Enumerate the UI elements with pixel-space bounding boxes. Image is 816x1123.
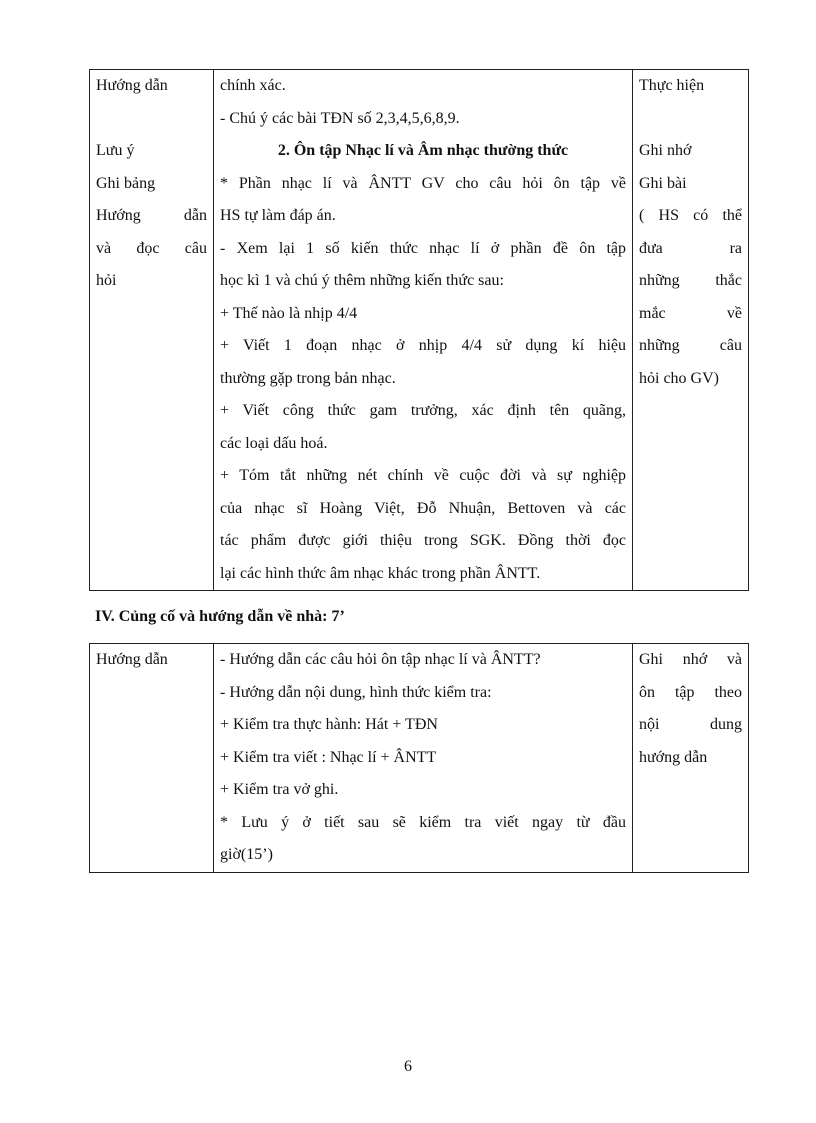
lesson-table-consolidation xyxy=(89,643,749,873)
cell-line: tác phẩm được giới thiệu trong SGK. Đồng thời đọc xyxy=(220,532,626,549)
cell-line: của nhạc sĩ Hoàng Việt, Đỗ Nhuận, Bettoven và các xyxy=(220,499,626,517)
cell-line: nội dung xyxy=(639,716,742,733)
content-cell xyxy=(214,70,633,591)
cell-line: + Viết công thức gam trưởng, xác định tên quãng, xyxy=(220,402,626,419)
cell-line: hướng dẫn xyxy=(639,748,708,766)
teacher-activity-cell xyxy=(90,644,214,873)
cell-line: lại các hình thức âm nhạc khác trong phần ÂNTT. xyxy=(220,564,541,582)
cell-line: hỏi xyxy=(96,272,117,289)
cell-line: Ghi bảng xyxy=(96,174,156,192)
cell-line: những câu xyxy=(639,337,742,354)
subsection-heading: 2. Ôn tập Nhạc lí và Âm nhạc thường thức xyxy=(277,142,569,159)
cell-line: ôn tập theo xyxy=(639,683,742,701)
lesson-table-review xyxy=(89,69,749,591)
cell-line: Ghi nhớ và xyxy=(639,651,742,668)
cell-line: ( HS có thể xyxy=(639,207,742,224)
cell-line: và đọc câu xyxy=(96,239,207,257)
cell-line: * Lưu ý ở tiết sau sẽ kiểm tra viết ngay từ đầu xyxy=(220,813,626,831)
cell-line: + Tóm tắt những nét chính về cuộc đời và sự nghiệp xyxy=(220,467,626,484)
cell-line: hỏi cho GV) xyxy=(639,369,719,387)
cell-line: Ghi nhớ xyxy=(639,142,692,159)
cell-line: Ghi bài xyxy=(639,174,687,192)
cell-line: mắc về xyxy=(639,304,742,322)
cell-line: Thực hiện xyxy=(639,77,705,94)
cell-line: chính xác. xyxy=(220,77,286,94)
cell-line: - Hướng dẫn nội dung, hình thức kiểm tra: xyxy=(220,683,492,701)
cell-line: + Kiểm tra thực hành: Hát + TĐN xyxy=(220,716,438,733)
cell-line: Hướng dẫn xyxy=(96,651,168,668)
page-number: 6 xyxy=(404,1058,412,1075)
student-activity-cell xyxy=(633,644,749,873)
cell-line: - Chú ý các bài TĐN số 2,3,4,5,6,8,9. xyxy=(220,109,460,127)
cell-line: + Kiểm tra viết : Nhạc lí + ÂNTT xyxy=(220,748,437,766)
cell-line: thường gặp trong bản nhạc. xyxy=(220,369,396,387)
cell-line: các loại dấu hoá. xyxy=(220,434,328,452)
cell-line: Hướng dẫn xyxy=(96,207,207,224)
cell-line: + Thế nào là nhịp 4/4 xyxy=(220,304,358,322)
cell-line: đưa ra xyxy=(639,239,742,257)
cell-line: + Viết 1 đoạn nhạc ở nhịp 4/4 sử dụng kí hiệu xyxy=(220,337,626,354)
cell-line: Lưu ý xyxy=(96,142,135,159)
cell-line: - Hướng dẫn các câu hỏi ôn tập nhạc lí và ÂNTT? xyxy=(220,651,541,668)
content-cell xyxy=(214,644,633,873)
cell-line: HS tự làm đáp án. xyxy=(220,207,336,224)
cell-line: * Phần nhạc lí và ÂNTT GV cho câu hỏi ôn tập về xyxy=(220,174,626,192)
cell-line xyxy=(96,103,207,136)
cell-line: Hướng dẫn xyxy=(96,77,168,94)
cell-line: những thắc xyxy=(639,272,742,289)
teacher-activity-cell xyxy=(90,70,214,591)
student-activity-cell xyxy=(633,70,749,591)
cell-line: + Kiểm tra vở ghi. xyxy=(220,781,339,798)
cell-line: học kì 1 và chú ý thêm những kiến thức sau: xyxy=(220,272,504,289)
cell-line: giờ(15’) xyxy=(220,846,273,863)
cell-line: - Xem lại 1 số kiến thức nhạc lí ở phần đề ôn tập xyxy=(220,239,626,257)
section-heading: IV. Củng cố và hướng dẫn về nhà: 7’ xyxy=(95,608,345,625)
cell-line xyxy=(639,103,742,136)
